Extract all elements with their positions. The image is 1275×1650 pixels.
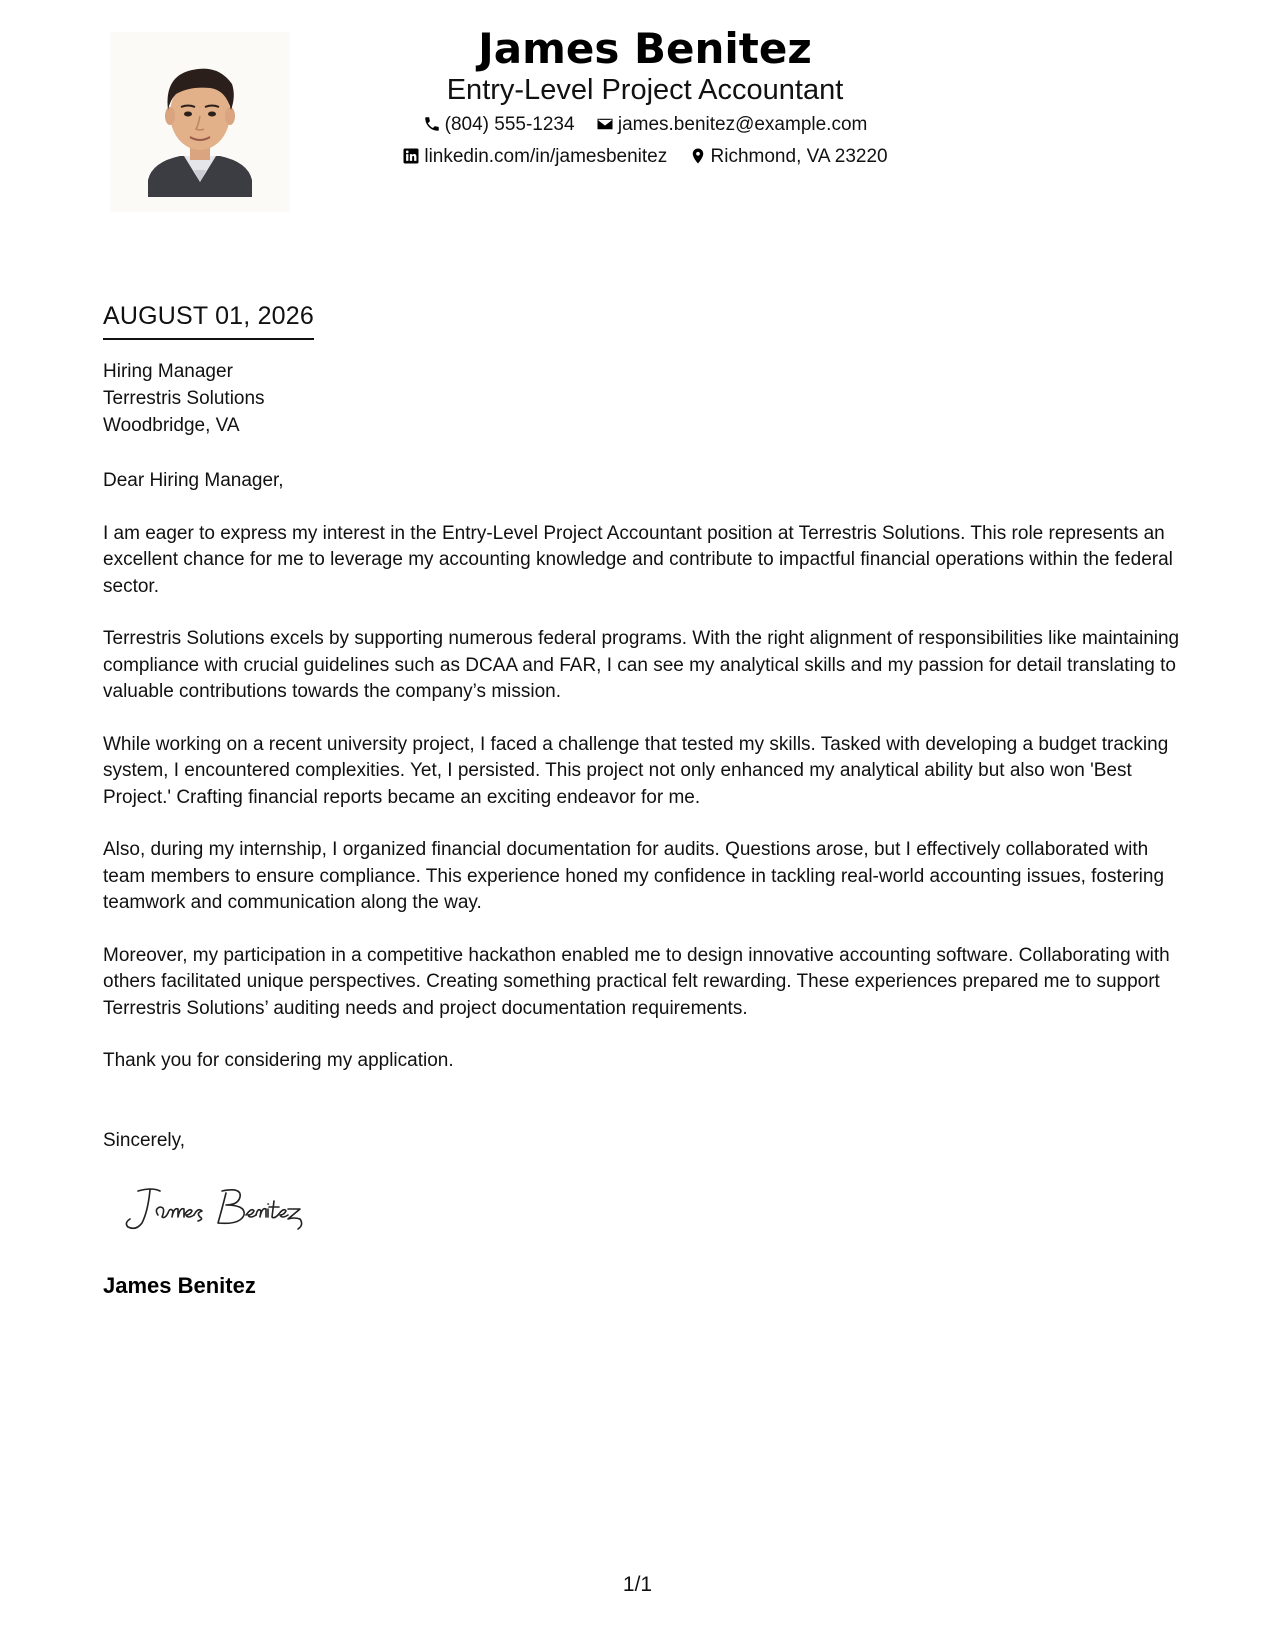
location-text: Richmond, VA 23220: [710, 146, 888, 167]
handwritten-signature: [118, 1185, 358, 1235]
letter-body: [103, 468, 1183, 1101]
body-paragraph: While working on a recent university project, I faced a challenge that tested my skills. Tasked with developing a budget tracking system, I encountered complexities. Yet, I persisted. This project not only enhanced my analytical ability but also won 'Best Project.' Crafting financial reports became an exciting endeavor for me.: [103, 733, 1169, 808]
body-paragraph: Terrestris Solutions excels by supporting numerous federal programs. With the right alignment of responsibilities like maintaining compliance with crucial guidelines such as DCAA and FAR, I can see my analytical skills and my passion for detail translating to valuable contributions towards the company’s mission.: [103, 628, 1180, 702]
envelope-icon: [596, 115, 614, 133]
phone-text: (804) 555-1234: [444, 114, 575, 135]
closing-text: Sincerely,: [103, 1130, 186, 1151]
body-paragraph: I am eager to express my interest in the Entry-Level Project Accountant position at Terrestris Solutions. This role represents an excellent chance for me to leverage my accounting knowledge and contribute to impactful financial operations within the federal sector.: [103, 522, 1173, 597]
letter-date: AUGUST 01, 2026: [103, 300, 314, 340]
recipient-company: Terrestris Solutions: [103, 388, 265, 409]
closing-paragraph: Thank you for considering my application.: [103, 1050, 454, 1071]
body-paragraph: Also, during my internship, I organized financial documentation for audits. Questions arose, but I effectively collaborated with team members to ensure compliance. This experience honed my confidence in tackling real-world accounting issues, fostering teamwork and communication along the way.: [103, 839, 1165, 913]
contact-phone[interactable]: [423, 112, 575, 138]
contact-email[interactable]: [596, 112, 868, 138]
contact-row-secondary: [280, 144, 1010, 170]
map-pin-icon: [689, 147, 707, 165]
linkedin-icon: [402, 147, 420, 165]
recipient-block: [103, 358, 265, 439]
contact-linkedin[interactable]: [402, 144, 667, 170]
contact-location: [689, 144, 888, 170]
contact-row-primary: [280, 112, 1010, 138]
job-title: Entry-Level Project Accountant: [446, 74, 844, 106]
body-paragraph: Moreover, my participation in a competitive hackathon enabled me to design innovative accounting software. Collaborating with others facilitated unique perspectives. Creating something practical felt rewarding. These experiences prepared me to support Terrestris Solutions’ auditing needs and project documentation requirements.: [103, 944, 1170, 1019]
linkedin-text: linkedin.com/in/jamesbenitez: [424, 146, 668, 167]
phone-icon: [423, 115, 441, 133]
profile-photo: [110, 32, 290, 212]
recipient-location: Woodbridge, VA: [103, 415, 240, 436]
signer-name: James Benitez: [103, 1273, 256, 1298]
email-text: james.benitez@example.com: [617, 114, 868, 135]
page-number: 1/1: [622, 1573, 653, 1596]
salutation: Dear Hiring Manager,: [103, 470, 284, 491]
recipient-name: Hiring Manager: [103, 361, 233, 382]
applicant-name: James Benitez: [478, 24, 812, 73]
